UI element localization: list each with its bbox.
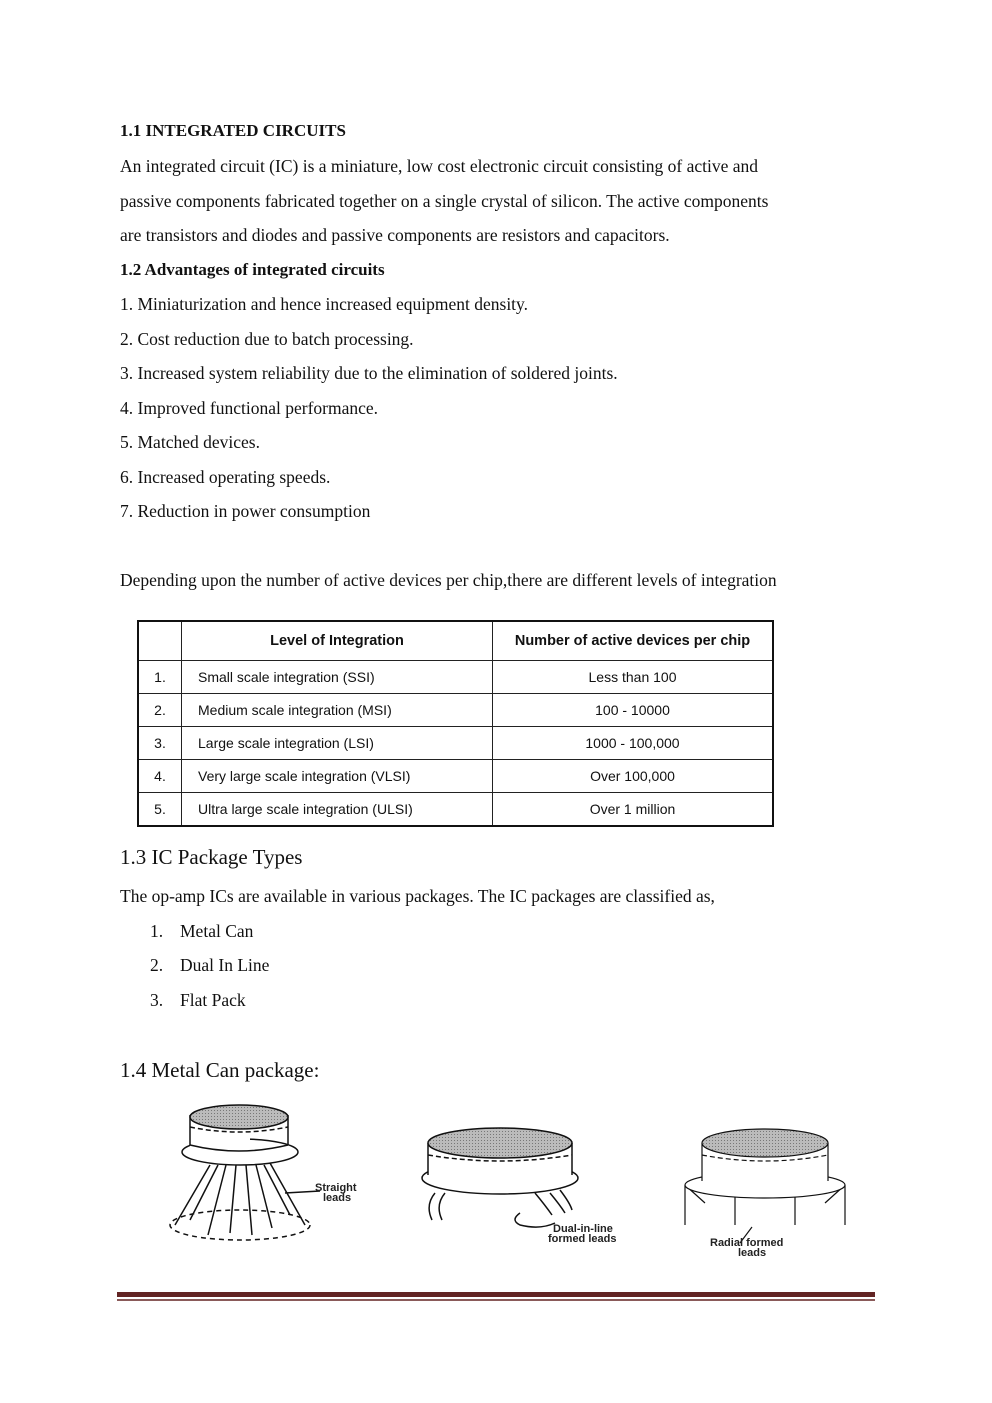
item-number: 1. [150,921,164,941]
integration-intro: Depending upon the number of active devices per chip,there are different levels of integration [120,570,777,590]
level-cell: Medium scale integration (MSI) [182,694,493,727]
devices-cell: 1000 - 100,000 [493,727,774,760]
devices-cell: Over 100,000 [493,760,774,793]
header-cell [138,621,182,661]
footer-rule-thin [117,1299,875,1301]
table-header-row [138,621,773,661]
dual-in-line-label: formed leads [548,1233,617,1245]
dual-in-line-can [422,1128,578,1227]
row-number: 4. [138,760,182,793]
table-row [138,694,773,727]
header-cell: Level of Integration [182,621,493,661]
advantage-item: 2. Cost reduction due to batch processing. [120,329,414,349]
heading-ic-package-types: 1.3 IC Package Types [120,845,303,869]
level-cell: Ultra large scale integration (ULSI) [182,793,493,827]
integration-levels-table [137,620,774,827]
row-number: 2. [138,694,182,727]
row-number: 5. [138,793,182,827]
package-intro: The op-amp ICs are available in various packages. The IC packages are classified as, [120,886,715,906]
package-item [150,954,269,976]
devices-cell: Over 1 million [493,793,774,827]
level-cell: Large scale integration (LSI) [182,727,493,760]
advantage-item: 6. Increased operating speeds. [120,467,331,487]
radial-leads-can [685,1129,845,1243]
heading-advantages: 1.2 Advantages of integrated circuits [120,260,385,279]
header-cell: Number of active devices per chip [493,621,774,661]
advantage-item: 5. Matched devices. [120,432,260,452]
package-item [150,989,246,1011]
advantage-item: 4. Improved functional performance. [120,398,379,418]
advantage-item: 7. Reduction in power consumption [120,501,371,521]
devices-cell: Less than 100 [493,661,774,694]
level-cell: Small scale integration (SSI) [182,661,493,694]
metal-can-figure [160,1095,880,1265]
table-row [138,727,773,760]
footer-rule [117,1292,875,1297]
table-row [138,661,773,694]
item-number: 2. [150,955,164,975]
table-row [138,793,773,827]
paragraph-line: are transistors and diodes and passive components are resistors and capacitors. [120,225,670,245]
straight-leads-label: Straight [315,1182,357,1194]
paragraph-line: passive components fabricated together on a single crystal of silicon. The active components [120,191,769,211]
table-row [138,760,773,793]
advantage-item: 3. Increased system reliability due to the elimination of soldered joints. [120,363,618,383]
dual-in-line-label: Dual-in-line [553,1223,613,1235]
radial-leads-label: leads [738,1247,767,1259]
radial-leads-label: Radial formed [710,1237,784,1249]
heading-integrated-circuits: 1.1 INTEGRATED CIRCUITS [120,121,346,140]
row-number: 3. [138,727,182,760]
level-cell: Very large scale integration (VLSI) [182,760,493,793]
straight-leads-can [170,1105,320,1240]
item-text: Flat Pack [180,990,246,1010]
item-text: Dual In Line [180,955,270,975]
advantage-item: 1. Miniaturization and hence increased equipment density. [120,294,529,314]
item-number: 3. [150,990,164,1010]
row-number: 1. [138,661,182,694]
devices-cell: 100 - 10000 [493,694,774,727]
straight-leads-label: leads [323,1192,352,1204]
package-item [150,920,253,942]
heading-metal-can-package: 1.4 Metal Can package: [120,1058,320,1082]
paragraph-line: An integrated circuit (IC) is a miniature, low cost electronic circuit consisting of active and [120,156,759,176]
item-text: Metal Can [180,921,254,941]
